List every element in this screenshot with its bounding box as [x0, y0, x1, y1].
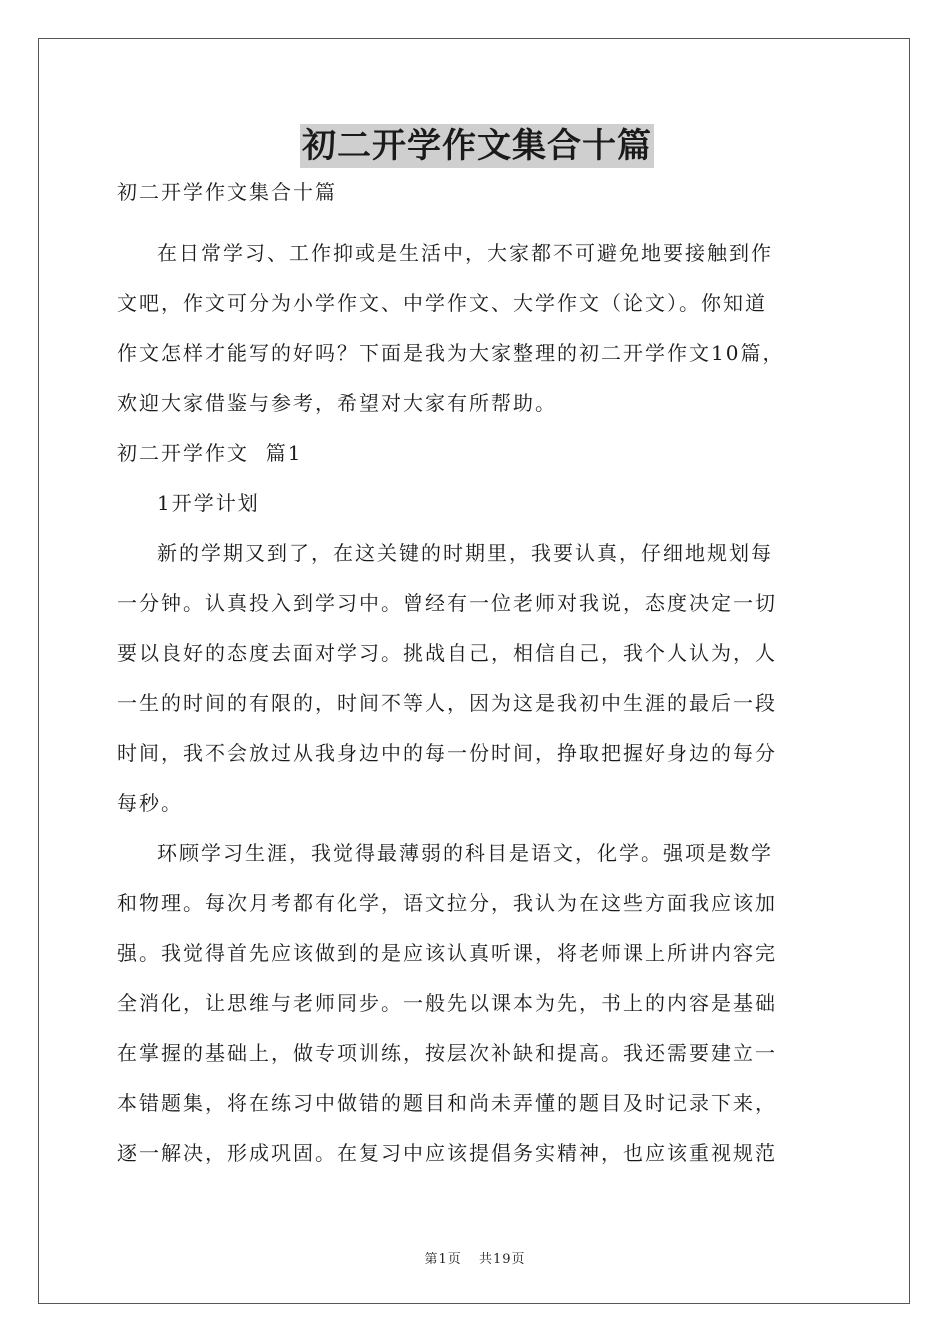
- paragraph-line: 全消化，让思维与老师同步。一般先以课本为先，书上的内容是基础: [117, 991, 777, 1015]
- body-paragraph-1: [117, 528, 837, 828]
- paragraph-line: 本错题集，将在练习中做错的题目和尚未弄懂的题目及时记录下来，: [117, 1091, 777, 1115]
- paragraph-line: 一分钟。认真投入到学习中。曾经有一位老师对我说，态度决定一切: [117, 591, 777, 615]
- paragraph-line: 一生的时间的有限的，时间不等人，因为这是我初中生涯的最后一段: [117, 691, 777, 715]
- page-total: 共19页: [478, 1252, 526, 1267]
- paragraph-line: 时间，我不会放过从我身边中的每一份时间，挣取把握好身边的每分: [117, 741, 777, 765]
- paragraph-line: 和物理。每次月考都有化学，语文拉分，我认为在这些方面我应该加: [117, 891, 777, 915]
- section-subheading: 1开学计划: [157, 491, 260, 515]
- document-title: 初二开学作文集合十篇: [302, 126, 652, 166]
- paragraph-line: 在掌握的基础上，做专项训练，按层次补缺和提高。我还需要建立一: [117, 1041, 777, 1065]
- paragraph-line: 作文怎样才能写的好吗？下面是我为大家整理的初二开学作文10篇，: [117, 341, 785, 365]
- paragraph-line: 在日常学习、工作抑或是生活中，大家都不可避免地要接触到作: [157, 241, 773, 265]
- paragraph-line: 新的学期又到了，在这关键的时期里，我要认真，仔细地规划每: [157, 541, 773, 565]
- paragraph-line: 强。我觉得首先应该做到的是应该认真听课，将老师课上所讲内容完: [117, 941, 777, 965]
- title-container: [117, 124, 837, 168]
- paragraph-line: 文吧，作文可分为小学作文、中学作文、大学作文（论文）。你知道: [117, 291, 767, 315]
- document-subtitle: 初二开学作文集合十篇: [117, 180, 337, 204]
- body-paragraph-2: [117, 828, 837, 1178]
- page-number: 第1页: [424, 1252, 462, 1267]
- intro-paragraph: [117, 228, 837, 428]
- paragraph-line: 欢迎大家借鉴与参考，希望对大家有所帮助。: [117, 391, 557, 415]
- paragraph-line: 每秒。: [117, 791, 183, 815]
- page-footer: [0, 1248, 950, 1267]
- document-body: [117, 124, 837, 1178]
- paragraph-line: 逐一解决，形成巩固。在复习中应该提倡务实精神，也应该重视规范: [117, 1141, 777, 1165]
- section-heading: 初二开学作文 篇1: [117, 441, 303, 465]
- paragraph-line: 要以良好的态度去面对学习。挑战自己，相信自己，我个人认为，人: [117, 641, 777, 665]
- paragraph-line: 环顾学习生涯，我觉得最薄弱的科目是语文，化学。强项是数学: [157, 841, 773, 865]
